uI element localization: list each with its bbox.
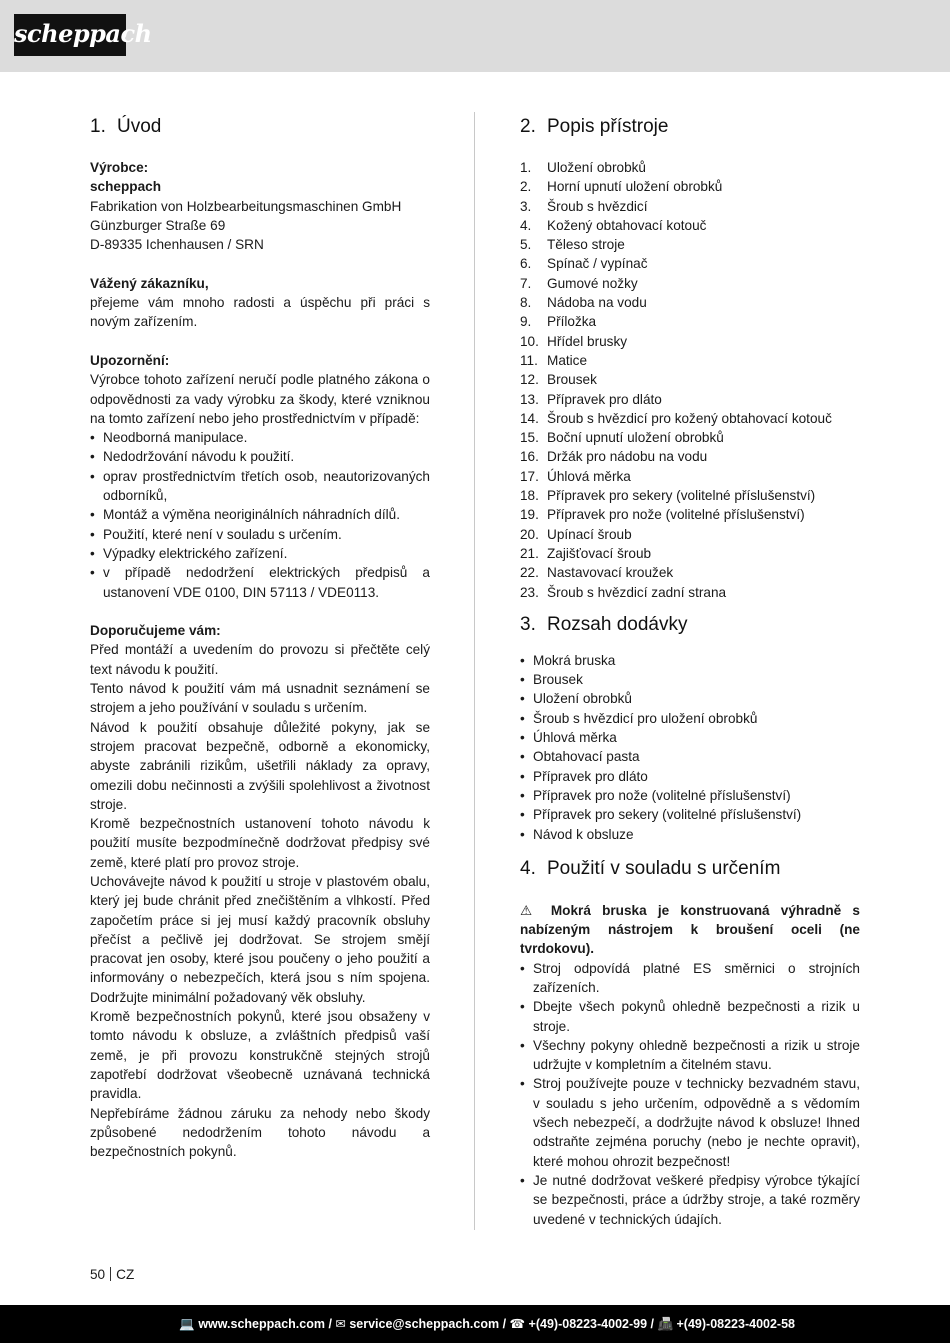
part-number: 11. [520, 352, 538, 368]
usage-item: • Stroj používejte pouze v technicky bezvadném stavu, v souladu s jeho určením, odpovědně a s vědomím všech nebezpečí, a dodržujte návod k obsluze! Ihned odstraňte zejména poruchy (nebo je nechte opravit), které mohou ohrozit bezpečnost! [520, 1074, 860, 1170]
part-item [520, 312, 860, 331]
usage-item: • Všechny pokyny ohledně bezpečnosti a rizik u stroje udržujte v kompletním a čitelném stavu. [520, 1036, 860, 1075]
address-line: D-89335 Ichenhausen / SRN [90, 237, 264, 253]
list-item: • Neodborná manipulace. [90, 428, 430, 447]
footer-separator [110, 1267, 111, 1281]
part-label: Nádoba na vodu [547, 295, 647, 311]
part-number: 16. [520, 449, 539, 465]
part-item [520, 486, 860, 505]
part-item [520, 293, 860, 312]
part-number: 2. [520, 179, 532, 195]
manufacturer-name: scheppach [90, 179, 162, 195]
usage-item: • Je nutné dodržovat veškeré předpisy výrobce týkající se bezpečnosti, práce a údržby stroje, a také rozměry uvedené v technických údajích. [520, 1171, 860, 1229]
part-number: 18. [520, 488, 539, 504]
address-line: Günzburger Straße 69 [90, 217, 226, 233]
right-column [520, 112, 860, 1229]
part-label: Zajišťovací šroub [547, 545, 652, 561]
part-number: 15. [520, 430, 539, 446]
part-number: 21. [520, 545, 539, 561]
usage-item: • Stroj odpovídá platné ES směrnici o strojních zařízeních. [520, 959, 860, 998]
part-number: 7. [520, 275, 532, 291]
part-number: 13. [520, 391, 539, 407]
part-number: 20. [520, 526, 539, 542]
part-label: Brousek [547, 372, 597, 388]
usage-item: • Dbejte všech pokynů ohledně bezpečnosti a rizik u stroje. [520, 997, 860, 1036]
notice-text: Výrobce tohoto zařízení neručí podle platného zákona o odpovědnosti za vady výrobku za škody, které vzniknou na tomto zařízení nebo jeho prostřednictvím v případě: [90, 372, 430, 426]
recommend-paragraph: Návod k použití obsahuje důležité pokyny, jak se strojem pracovat bezpečně, odborně a ekonomicky, abyste zabránili rizikům, ušetřili náklady za opravy, omezili dobu nečinnosti a zvýšili spolehlivost a životnost stroje. [90, 719, 430, 812]
part-label: Matice [547, 352, 588, 368]
delivery-item: • Uložení obrobků [520, 689, 860, 708]
delivery-item: • Obtahovací pasta [520, 747, 860, 766]
part-label: Gumové nožky [547, 275, 638, 291]
part-item [520, 544, 860, 563]
part-item [520, 254, 860, 273]
part-item [520, 467, 860, 486]
part-number: 12. [520, 372, 539, 388]
list-item: • Montáž a výměna neoriginálních náhradních dílů. [90, 505, 430, 524]
page-footer [90, 1265, 134, 1284]
part-label: Horní upnutí uložení obrobků [547, 179, 723, 195]
address-line: Fabrikation von Holzbearbeitungsmaschinen GmbH [90, 198, 402, 214]
section-title-usage: 4. Použití v souladu s určením [520, 857, 781, 879]
part-item [520, 216, 860, 235]
list-item: • oprav prostřednictvím třetích osob, neautorizovaných odborníků, [90, 467, 430, 506]
part-item [520, 351, 860, 370]
part-number: 19. [520, 507, 539, 523]
delivery-item: • Přípravek pro dláto [520, 767, 860, 786]
part-label: Spínač / vypínač [547, 256, 648, 272]
contact-bar [0, 1305, 950, 1343]
part-item [520, 235, 860, 254]
part-label: Upínací šroub [547, 526, 632, 542]
usage-list [520, 959, 860, 1229]
part-item [520, 370, 860, 389]
page-number: 50 [90, 1267, 106, 1282]
part-item [520, 390, 860, 409]
recommend-paragraph: Kromě bezpečnostních ustanovení tohoto návodu k použití musíte bezpodmínečně dodržovat předpisy své země, které platí pro provoz stroje. [90, 816, 430, 870]
part-item [520, 447, 860, 466]
part-number: 17. [520, 468, 539, 484]
language-code: CZ [116, 1267, 135, 1282]
parts-list [520, 158, 860, 602]
part-item [520, 197, 860, 216]
part-label: Přípravek pro dláto [547, 391, 662, 407]
list-item: • Výpadky elektrického zařízení. [90, 544, 430, 563]
dear-customer-label: Vážený zákazníku, [90, 275, 209, 291]
recommend-paragraph: Kromě bezpečnostních pokynů, které jsou obsaženy v tomto návodu k obsluze, a zvláštních předpisů vaší země, je při provozu konstrukčně stejných strojů zapotřebí dodržovat všeobecně uznávaná technická pravidla. [90, 1009, 430, 1102]
list-item: • v případě nedodržení elektrických předpisů a ustanovení VDE 0100, DIN 57113 / VDE0113. [90, 563, 430, 602]
part-label: Těleso stroje [547, 237, 625, 253]
part-item [520, 525, 860, 544]
part-item [520, 583, 860, 602]
part-number: 1. [520, 160, 532, 175]
scheppach-logo[interactable]: scheppach [14, 14, 126, 56]
part-label: Přípravek pro nože (volitelné příslušenství) [547, 507, 805, 523]
part-label: Přípravek pro sekery (volitelné příslušenství) [547, 488, 816, 504]
notice-list [90, 428, 430, 602]
part-number: 14. [520, 410, 539, 426]
part-number: 3. [520, 198, 532, 214]
part-number: 8. [520, 295, 532, 311]
part-label: Hřídel brusky [547, 333, 628, 349]
recommend-paragraph: Před montáží a uvedením do provozu si přečtěte celý text návodu k použití. [90, 642, 430, 677]
part-number: 10. [520, 333, 539, 349]
section-title-intro: 1. Úvod [90, 116, 162, 137]
delivery-item: • Šroub s hvězdicí pro uložení obrobků [520, 709, 860, 728]
part-label: Kožený obtahovací kotouč [547, 217, 707, 233]
usage-warning: ⚠ Mokrá bruska je konstruovaná výhradně s nabízeným nástrojem k broušení oceli (ne tvrdokovu). [520, 902, 860, 957]
delivery-list [520, 651, 860, 844]
part-label: Šroub s hvězdicí pro kožený obtahovací kotouč [547, 410, 832, 426]
part-item [520, 563, 860, 582]
part-item [520, 274, 860, 293]
list-item: • Použití, které není v souladu s určením. [90, 525, 430, 544]
section-title-description: 2. Popis přístroje [520, 116, 669, 137]
part-label: Šroub s hvězdicí [547, 198, 648, 214]
part-item [520, 428, 860, 447]
part-label: Držák pro nádobu na vodu [547, 449, 708, 465]
delivery-item: • Úhlová měrka [520, 728, 860, 747]
part-number: 9. [520, 314, 532, 330]
delivery-item: • Přípravek pro nože (volitelné příslušenství) [520, 786, 860, 805]
part-label: Úhlová měrka [547, 468, 631, 484]
recommend-paragraph: Nepřebíráme žádnou záruku za nehody nebo škody způsobené nedodržením tohoto návodu a bezpečnostních pokynů. [90, 1105, 430, 1160]
part-label: Šroub s hvězdicí zadní strana [547, 584, 727, 600]
part-number: 5. [520, 237, 532, 253]
part-number: 4. [520, 217, 532, 233]
column-divider [474, 112, 475, 1230]
list-item: • Nedodržování návodu k použití. [90, 447, 430, 466]
left-column [90, 112, 430, 1161]
part-number: 6. [520, 256, 532, 272]
part-number: 23. [520, 584, 539, 600]
recommend-paragraph: Uchovávejte návod k použití u stroje v plastovém obalu, který jej bude chránit před znečištěním a vlhkostí. Před započetím práce si jej musí každý pracovník obsluhy přečíst a pečlivě jej dodržovat. Se strojem smějí pracovat jen osoby, které jsou poučeny o jeho použití a informovány o nebezpečích, která jsou s ním spojena. Dodržujte minimální požadovaný věk obsluhy. [90, 873, 430, 1005]
recommend-paragraph: Tento návod k použití vám má usnadnit seznámení se strojem a jeho používání v souladu s určením. [90, 681, 430, 716]
dear-customer-text: přejeme vám mnoho radosti a úspěchu při práci s novým zařízením. [90, 295, 430, 330]
manufacturer-label: Výrobce: [90, 160, 149, 175]
part-label: Uložení obrobků [547, 160, 646, 175]
part-label: Nastavovací kroužek [547, 565, 674, 581]
section-title-delivery: 3. Rozsah dodávky [520, 613, 688, 635]
recommend-label: Doporučujeme vám: [90, 623, 221, 639]
notice-label: Upozornění: [90, 352, 170, 368]
delivery-item: • Návod k obsluze [520, 825, 860, 844]
part-label: Příložka [547, 314, 597, 330]
warning-icon: ⚠ [520, 902, 540, 918]
part-number: 22. [520, 565, 539, 581]
contact-info: 💻 www.scheppach.com / ✉ service@scheppach.com / ☎ +(49)-08223-4002-99 / 📠 +(49)-08223-4002-58 [179, 1317, 795, 1331]
part-label: Boční upnutí uložení obrobků [547, 430, 724, 446]
part-item [520, 158, 860, 177]
header-bar [0, 0, 950, 72]
delivery-item: • Mokrá bruska [520, 651, 860, 670]
part-item [520, 177, 860, 196]
part-item [520, 332, 860, 351]
delivery-item: • Brousek [520, 670, 860, 689]
part-item [520, 505, 860, 524]
delivery-item: • Přípravek pro sekery (volitelné příslušenství) [520, 805, 860, 824]
part-item [520, 409, 860, 428]
